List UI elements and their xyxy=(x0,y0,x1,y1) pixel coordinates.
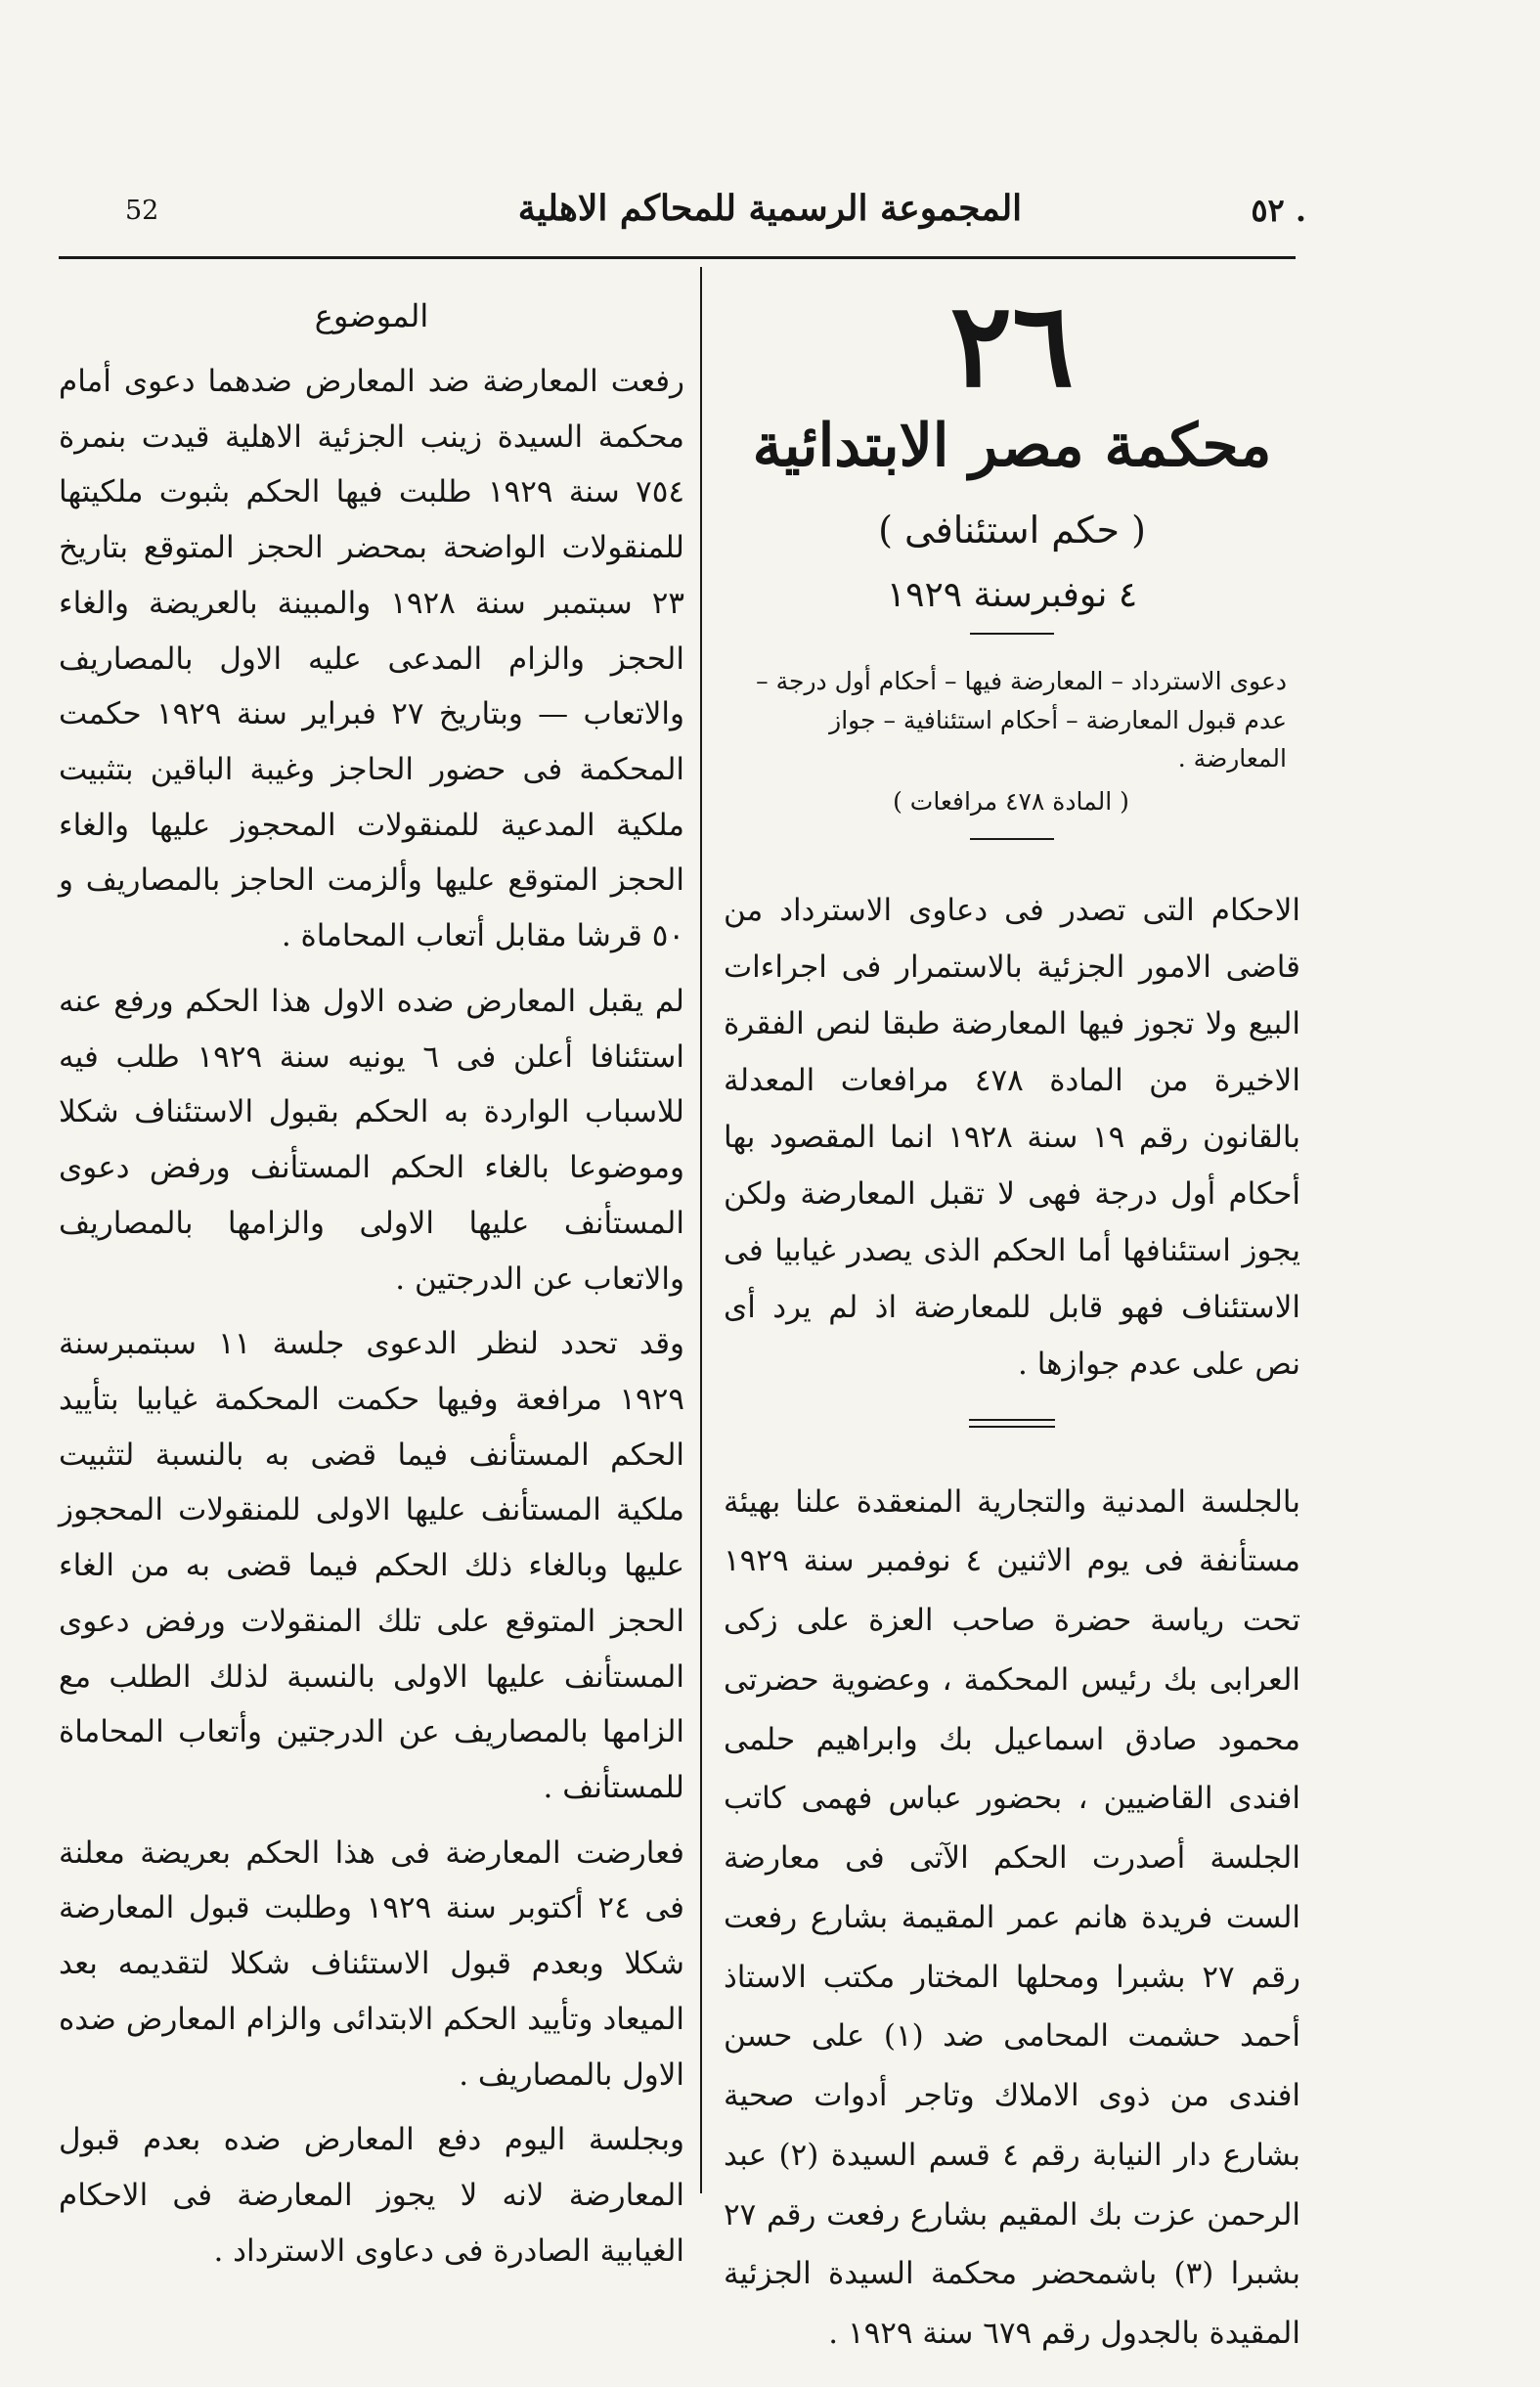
paragraph: فعارضت المعارضة فى هذا الحكم بعريضة معلنة فى ٢٤ أكتوبر سنة ١٩٢٩ وطلبت قبول المعارضة شكلا وبعدم قبول الاستئناف شكلا لتقديمه بعد الميعاد وتأييد الحكم الابتدائى والزام المعارض ضده الاول بالمصاريف . xyxy=(59,1834,685,2093)
summary-text: الاحكام التى تصدر فى دعاوى الاسترداد من قاضى الامور الجزئية بالاستمرار فى اجراءات البيع ولا تجوز فيها المعارضة طبقا لنص الفقرة الاخيرة من المادة ٤٧٨ مرافعات المعدلة بالقانون رقم ١٩ سنة ١٩٢٨ انما المقصود بها أحكام أول درجة فهى لا تقبل المعارضة ولكن يجوز استئنافها أما الحكم الذى يصدر غيابيا فى الاستئناف فهو قابل للمعارضة اذ لم يرد أى نص على عدم جوازها . xyxy=(724,893,1300,1382)
keywords-block xyxy=(724,662,1300,820)
right-column xyxy=(724,274,1300,2364)
running-header-title: المجموعة الرسمية للمحاكم الاهلية xyxy=(517,188,1023,229)
left-column xyxy=(59,297,684,2278)
court-name: محكمة مصر الابتدائية xyxy=(752,412,1272,480)
paragraph: وبجلسة اليوم دفع المعارض ضده بعدم قبول المعارضة لانه لا يجوز المعارضة فى الاحكام الغيابية الصادرة فى دعاوى الاسترداد . xyxy=(59,2122,684,2269)
page-number-arabic: . ٥٢ xyxy=(1251,192,1306,229)
header-rule xyxy=(59,256,1296,259)
column-divider xyxy=(700,267,702,2193)
ruling-type: ( حكم استئنافى ) xyxy=(878,508,1146,552)
paragraph: رفعت المعارضة ضد المعارض ضدهما دعوى أمام محكمة السيدة زينب الجزئية الاهلية قيدت بنمرة ٧٥٤ سنة ١٩٢٩ طلبت فيها الحكم بثبوت ملكيتها للمنقولات الواضحة بمحضر الحجز المتوقع بتاريخ ٢٣ سبتمبر سنة ١٩٢٨ والمبينة بالعريضة والغاء الحجز والزام المدعى عليه الاول بالمصاريف والاتعاب — وبتاريخ ٢٧ فبراير سنة ١٩٢٩ حكمت المحكمة فى حضور الحاجز وغيبة الباقين بتثبيت ملكية المدعية للمنقولات المحجوز عليها والغاء الحجز المتوقع عليها وألزمت الحاجز بالمصاريف و ٥٠ قرشا مقابل أتعاب المحاماة . xyxy=(59,364,684,954)
double-rule xyxy=(969,1419,1055,1428)
paragraph: لم يقبل المعارض ضده الاول هذا الحكم ورفع عنه استئنافا أعلن فى ٦ يونيه سنة ١٩٢٩ طلب فيه للاسباب الواردة به الحكم بقبول الاستئناف شكلا وموضوعا بالغاء الحكم المستأنف ورفض دعوى المستأنف عليها الاولى والزامها بالمصاريف والاتعاب عن الدرجتين . xyxy=(59,983,684,1297)
keywords-text: دعوى الاسترداد – المعارضة فيها – أحكام أول درجة – عدم قبول المعارضة – أحكام استئنافية – جواز المعارضة . xyxy=(756,667,1287,773)
session-text: بالجلسة المدنية والتجارية المنعقدة علنا بهيئة مستأنفة فى يوم الاثنين ٤ نوفمبر سنة ١٩٢٩ تحت رياسة حضرة صاحب العزة على زكى العرابى بك رئيس المحكمة ، وعضوية حضرتى محمود صادق اسماعيل بك وابراهيم حلمى افندى القاضيين ، بحضور عباس فهمى كاتب الجلسة أصدرت الحكم الآتى فى معارضة الست فريدة هانم عمر المقيمة بشارع رفعت رقم ٢٧ بشبرا ومحلها المختار مكتب الاستاذ أحمد حشمت المحامى ضد (١) على حسن افندى من ذوى الاملاك وتاجر أدوات صحية بشارع دار النيابة رقم ٤ قسم السيدة (٢) عبد الرحمن عزت بك المقيم بشارع رفعت رقم ٢٧ بشبرا (٣) باشمحضر محكمة السيدة الجزئية المقيدة بالجدول رقم ٦٧٩ سنة ١٩٢٩ . xyxy=(724,1483,1301,2352)
case-number: ٢٦ xyxy=(949,277,1075,413)
subject-title: الموضوع xyxy=(314,297,429,334)
keywords-reference: ( المادة ٤٧٨ مرافعات ) xyxy=(893,786,1129,816)
section-rule xyxy=(970,633,1054,635)
section-rule xyxy=(970,838,1054,840)
paragraph: وقد تحدد لنظر الدعوى جلسة ١١ سبتمبرسنة ١٩٢٩ مرافعة وفيها حكمت المحكمة غيابيا بتأييد الحكم المستأنف فيما قضى به بالنسبة لتثبيت ملكية المستأنف عليها الاولى للمنقولات المحجوز عليها وبالغاء ذلك الحكم فيما قضى به من الغاء الحجز المتوقع على تلك المنقولات ورفض دعوى المستأنف عليها الاولى بالنسبة لذلك الطلب مع الزامها بالمصاريف عن الدرجتين وأتعاب المحاماة للمستأنف . xyxy=(59,1326,684,1805)
session-block xyxy=(724,1473,1300,2364)
ruling-date: ٤ نوفبرسنة ١٩٢٩ xyxy=(886,575,1138,615)
page-number-latin: 52 xyxy=(125,196,159,226)
ruling-summary xyxy=(724,883,1300,1393)
